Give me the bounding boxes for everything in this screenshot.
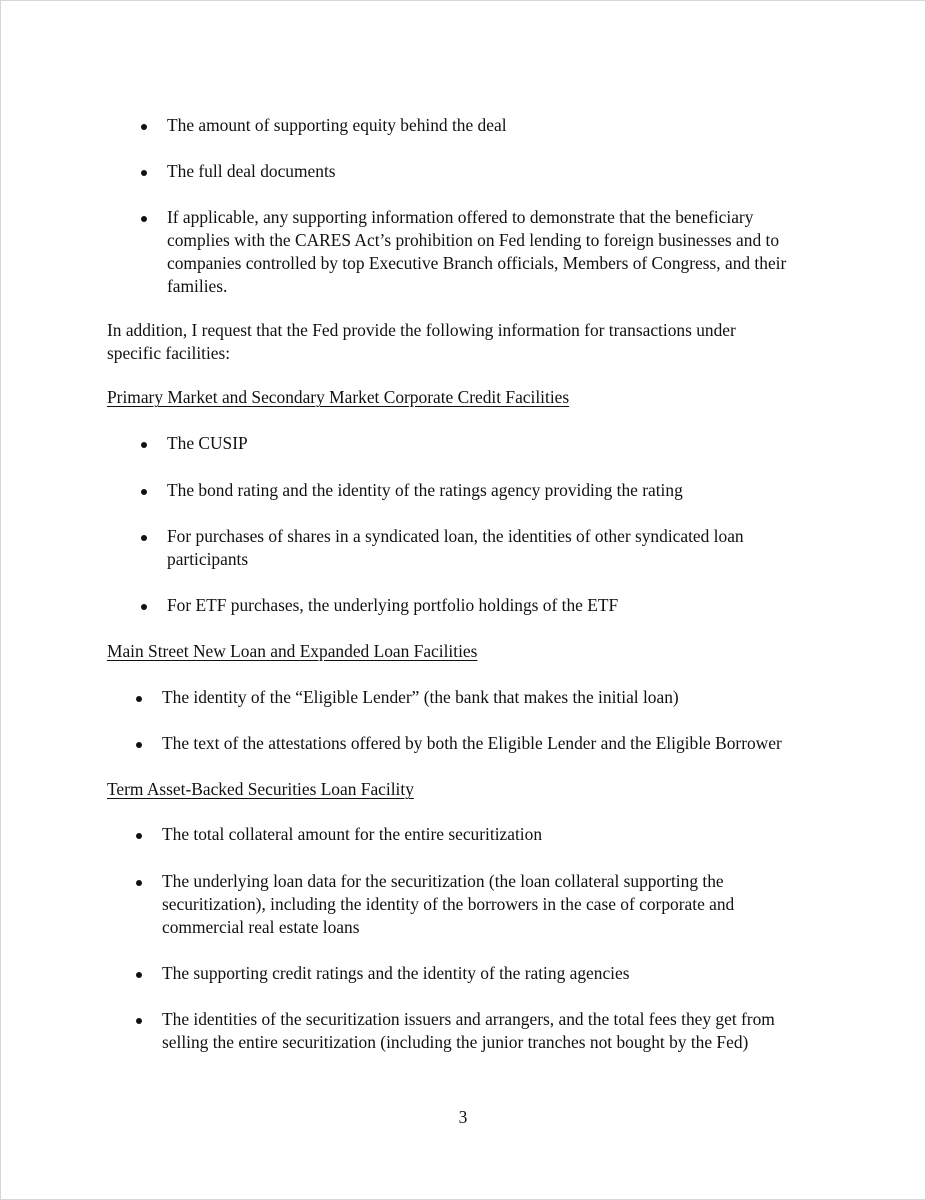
bullet-icon [141, 216, 147, 222]
list-item [136, 732, 885, 755]
page-number: 3 [458, 1107, 468, 1127]
bullet-icon [136, 1018, 142, 1024]
list-item-text: The CUSIP [167, 433, 248, 453]
list-item-text: For ETF purchases, the underlying portfolio holdings of the ETF [167, 595, 619, 615]
list-item [141, 114, 825, 137]
bullet-icon [136, 833, 142, 839]
bullet-icon [141, 124, 147, 130]
bullet-icon [141, 170, 147, 176]
section-heading-corporate-credit: Primary Market and Secondary Market Corporate Credit Facilities [107, 387, 570, 407]
list-item-text: The identity of the “Eligible Lender” (the bank that makes the initial loan) [162, 687, 679, 707]
list-item-text: The text of the attestations offered by both the Eligible Lender and the Eligible Borrower [162, 733, 782, 753]
list-item [141, 594, 825, 617]
list-item-text: The supporting credit ratings and the identity of the rating agencies [162, 963, 630, 983]
bullet-icon [141, 489, 147, 495]
list-item-text: The full deal documents [167, 161, 336, 181]
bullet-icon [141, 604, 147, 610]
list-item-text: The identities of the securitization issuers and arrangers, and the total fees they get from selling the entire securitization (including the junior tranches not bought by the Fed) [162, 1009, 775, 1052]
section-heading-talf: Term Asset-Backed Securities Loan Facility [107, 779, 414, 799]
list-item [136, 686, 825, 709]
bullet-icon [136, 972, 142, 978]
bullet-icon [136, 696, 142, 702]
list-item [136, 962, 825, 985]
list-item-text: The amount of supporting equity behind the deal [167, 115, 507, 135]
list-item-text: If applicable, any supporting information offered to demonstrate that the beneficiary complies with the CARES Act’s prohibition on Fed lending to foreign businesses and to companies controlled by top Executive Branch officials, Members of Congress, and their families. [167, 207, 787, 296]
bullet-icon [136, 742, 142, 748]
list-item [136, 1008, 825, 1054]
list-item-text: The bond rating and the identity of the ratings agency providing the rating [167, 480, 683, 500]
list-item [141, 160, 825, 183]
list-item-text: The total collateral amount for the entire securitization [162, 824, 543, 844]
list-item [141, 206, 817, 298]
list-item [141, 479, 825, 502]
bullet-icon [141, 442, 147, 448]
list-item [141, 525, 785, 571]
list-item [136, 870, 765, 939]
bullet-icon [141, 535, 147, 541]
list-item-text: For purchases of shares in a syndicated loan, the identities of other syndicated loan participants [167, 526, 744, 569]
bullet-icon [136, 880, 142, 886]
section-heading-main-street: Main Street New Loan and Expanded Loan Facilities [107, 641, 478, 661]
intro-paragraph: In addition, I request that the Fed provide the following information for transactions under specific facilities: [107, 320, 736, 363]
list-item [141, 432, 825, 455]
list-item [136, 823, 825, 846]
list-item-text: The underlying loan data for the securitization (the loan collateral supporting the securitization), including the identity of the borrowers in the case of corporate and commercial real estate loans [162, 871, 735, 937]
